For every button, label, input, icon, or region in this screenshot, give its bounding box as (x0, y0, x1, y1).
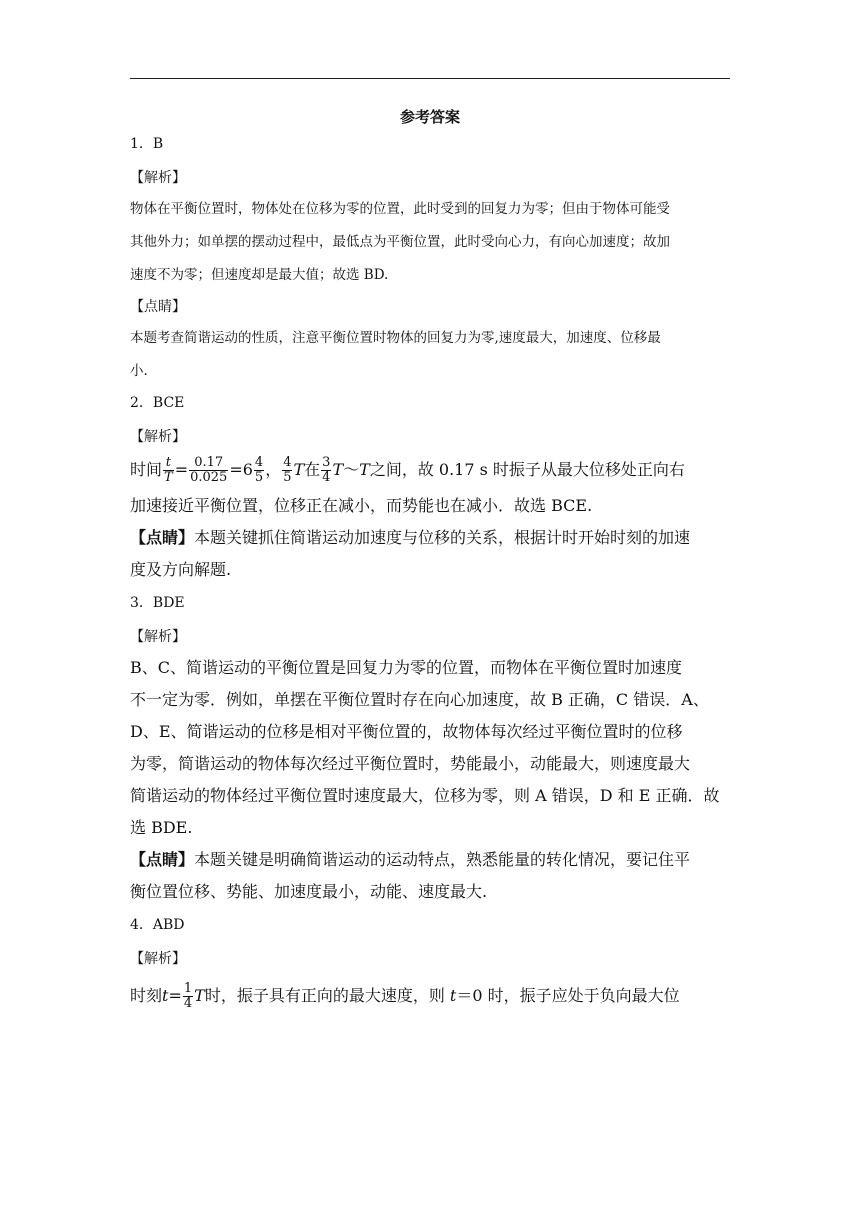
math-text: ＝0 时，振子应处于负向最大位 (456, 986, 680, 1005)
fraction (254, 456, 264, 485)
q3-answer: 3．BDE (130, 595, 185, 611)
fraction (183, 982, 193, 1011)
q1-jiexi-line: 物体在平衡位置时，物体处在位移为零的位置，此时受到的回复力为零；但由于物体可能受 (130, 201, 670, 217)
math-text: ， (265, 460, 282, 479)
math-var: T (332, 460, 344, 479)
math-op: = (229, 460, 243, 479)
math-var: T (194, 986, 205, 1005)
math-den: 5 (283, 470, 292, 485)
math-den: 5 (254, 470, 264, 485)
q2-answer: 2．BCE (130, 395, 185, 411)
q2-dianjing-text: 本题关键抓住简谐运动加速度与位移的关系，根据计时开始时刻的加速 (194, 528, 691, 547)
math-var: t (449, 986, 457, 1005)
q1-dianjing-line: 本题考查简谐运动的性质，注意平衡位置时物体的回复力为零,速度最大，加速度、位移最 (130, 330, 661, 346)
math-text: 时刻 (130, 986, 163, 1005)
math-num: 6 (242, 460, 253, 479)
q3-jiexi-line: 选 BDE. (130, 818, 193, 837)
math-den: 4 (183, 996, 193, 1011)
q3-jiexi-line: B、C、简谐运动的平衡位置是回复力为零的位置，而物体在平衡位置时加速度 (130, 658, 683, 677)
answer-content (130, 133, 730, 1016)
math-text: 时，振子具有正向的最大速度，则 (204, 986, 445, 1005)
math-num: 3 (322, 455, 331, 470)
q2-jiexi-tag: 【解析】 (130, 429, 186, 445)
q3-jiexi-line: D、E、简谐运动的位移是相对平衡位置的，故物体每次经过平衡位置时的位移 (130, 722, 683, 741)
q3-jiexi (130, 652, 730, 844)
q3-dianjing-line (130, 844, 730, 876)
math-num: 4 (283, 455, 292, 470)
q4-math-line (130, 976, 730, 1016)
q3-dianjing (130, 844, 730, 908)
math-den: 4 (322, 470, 331, 485)
header-rule (130, 78, 730, 79)
q2-dianjing (130, 522, 730, 586)
q4-answer: 4．ABD (130, 917, 185, 933)
q2-jiexi-line2: 加速接近平衡位置，位移正在减小，而势能也在减小．故选 BCE. (130, 496, 593, 515)
fraction (282, 456, 292, 485)
math-var: t (165, 455, 171, 470)
q1-jiexi-line: 速度不为零；但速度却是最大值；故选 BD. (130, 267, 389, 283)
q1-dianjing-tag: 【点睛】 (130, 299, 186, 315)
fraction (189, 456, 228, 485)
fraction (163, 456, 174, 485)
q3-dianjing-text: 本题关键是明确简谐运动的运动特点，熟悉能量的转化情况，要记住平 (194, 850, 691, 869)
q1-dianjing (130, 322, 730, 388)
math-op: = (174, 460, 189, 479)
q1-jiexi-tag: 【解析】 (130, 170, 186, 186)
q3-dianjing-tag: 【点睛】 (130, 850, 195, 869)
q2-dianjing-line (130, 522, 730, 554)
q1-answer: 1．B (130, 136, 164, 152)
fraction (321, 456, 331, 485)
math-text: ～ (343, 460, 360, 479)
q3-jiexi-line: 不一定为零．例如，单摆在平衡位置时存在向心加速度，故 B 正确，C 错误．A、 (130, 690, 709, 709)
math-text: 之间，故 0.17 s 时振子从最大位移处正向右 (369, 460, 685, 479)
math-var: T (164, 470, 173, 485)
math-num: 0.17 (189, 456, 228, 471)
q3-jiexi-tag: 【解析】 (130, 629, 186, 645)
q4-jiexi-tag: 【解析】 (130, 951, 186, 967)
q2-dianjing-tag: 【点睛】 (130, 528, 195, 547)
q3-jiexi-line: 为零，简谐运动的物体每次经过平衡位置时，势能最小，动能最大，则速度最大 (130, 754, 691, 773)
math-var: T (293, 460, 305, 479)
math-var: t (162, 986, 169, 1005)
q3-jiexi-line: 简谐运动的物体经过平衡位置时速度最大，位移为零，则 A 错误，D 和 E 正确．故 (130, 786, 720, 805)
math-text: 时间 (130, 460, 163, 479)
math-var: T (359, 460, 370, 479)
q2-math-line (130, 450, 730, 490)
q1-jiexi-line: 其他外力；如单摆的摆动过程中，最低点为平衡位置，此时受向心力，有向心加速度；故加 (130, 234, 670, 250)
math-den: 0.025 (190, 470, 228, 485)
q2-dianjing-line: 度及方向解题. (130, 560, 232, 579)
page-title: 参考答案 (399, 108, 460, 126)
math-text: 在 (304, 460, 321, 479)
math-num: 4 (254, 455, 264, 470)
math-op: = (168, 986, 182, 1005)
q3-dianjing-line: 衡位置位移、势能、加速度最小，动能、速度最大. (130, 882, 488, 901)
q1-jiexi (130, 193, 730, 292)
math-num: 1 (183, 981, 193, 996)
q1-dianjing-line: 小. (130, 363, 148, 379)
